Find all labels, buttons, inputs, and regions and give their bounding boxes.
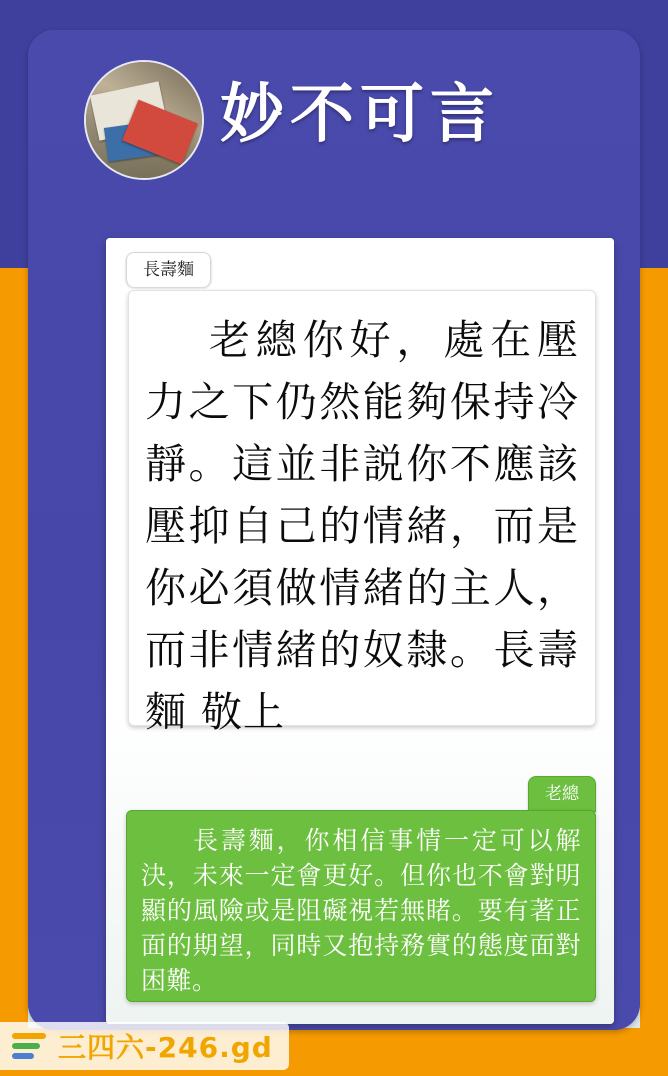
background-side-right — [640, 268, 668, 1028]
message-text-left: 老總你好，處在壓力之下仍然能夠保持冷靜。這並非説你不應該壓抑自己的情緒，而是你必須做情緒的主人，而非情緒的奴隸。長壽麵 敬上 — [145, 316, 579, 736]
page-title: 妙不可言 — [220, 78, 500, 152]
watermark-text — [58, 1026, 273, 1066]
message-bubble-left — [128, 290, 596, 736]
background-side-left — [0, 268, 28, 1028]
message-bubble-right — [126, 810, 596, 1002]
message-sender-tag-left: 長壽麵 — [126, 252, 211, 287]
conversation-panel — [106, 238, 614, 1024]
envelope-stack-photo-icon — [86, 62, 202, 178]
watermark-name: 三四六 — [58, 1031, 146, 1064]
message-sender-tag-right: 老總 — [528, 776, 596, 812]
watermark — [0, 1022, 289, 1070]
avatar[interactable] — [84, 60, 204, 180]
main-card — [28, 30, 640, 1030]
stacked-bars-logo-icon — [10, 1028, 50, 1064]
message-text-right: 長壽麵，你相信事情一定可以解決，未來一定會更好。但你也不會對明顯的風險或是阻礙視若無睹。要有著正面的期望，同時又抱持務實的態度面對困難。 — [141, 826, 581, 995]
watermark-domain: -246.gd — [145, 1031, 273, 1064]
envelope-blue-icon — [104, 120, 164, 161]
header — [28, 30, 640, 200]
